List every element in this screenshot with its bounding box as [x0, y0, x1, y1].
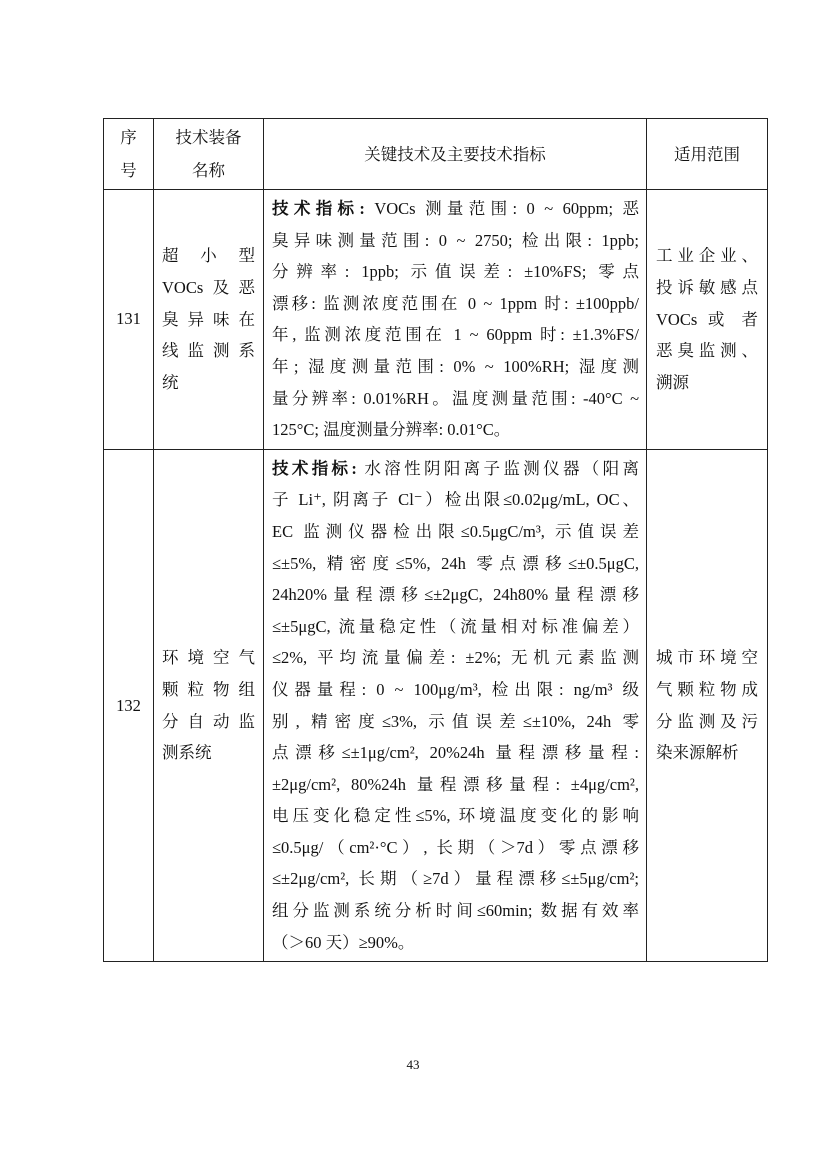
text-line: 仪器量程: 0 ~ 100μg/m³, 检出限: ng/m³ 级 [272, 679, 639, 699]
tech-equipment-table [103, 118, 768, 962]
header-equipment-name [154, 119, 264, 190]
text-line: 子 Li⁺, 阴离子 Cl⁻）检出限≤0.02μg/mL, OC、 [272, 490, 639, 510]
text-line: ≤0.5μg/（cm²·°C）, 长期（＞7d）零点漂移 [272, 837, 639, 857]
text-line: 恶臭监测、 [656, 341, 758, 361]
header-text: 号 [120, 161, 137, 180]
table-row [104, 449, 768, 962]
equipment-name [154, 190, 264, 450]
header-text: 名称 [192, 161, 225, 180]
text-line: 工业企业、 [656, 246, 758, 266]
applicable-scope [647, 449, 768, 962]
text-line: 分 自 动 监 [162, 711, 255, 731]
text-line: 统 [162, 372, 179, 392]
text-segment: VOCs 测量范围: 0 ~ 60ppm; 恶 [364, 199, 639, 218]
text-line: 组分监测系统分析时间≤60min; 数据有效率 [272, 901, 639, 921]
header-serial [104, 119, 154, 190]
text-line: 气颗粒物成 [656, 679, 758, 699]
table-body [104, 190, 768, 962]
text-line: 颗 粒 物 组 [162, 679, 255, 699]
text-line: 125°C; 温度测量分辨率: 0.01°C。 [272, 420, 511, 440]
text-line: ±2μg/cm², 80%24h 量程漂移量程: ±4μg/cm², [272, 774, 639, 794]
text-line: 年; 湿度测量范围: 0% ~ 100%RH; 湿度测 [272, 356, 639, 376]
key-tech-indicators [264, 449, 647, 962]
text-line: 溯源 [656, 372, 689, 392]
header-text: 技术装备 [175, 128, 242, 147]
text-line: 投诉敏感点 [656, 277, 758, 297]
text-line: （＞60 天）≥90%。 [272, 932, 415, 952]
text-line: 电压变化稳定性≤5%, 环境温度变化的影响 [272, 806, 639, 826]
text-line: EC 监测仪器检出限≤0.5μgC/m³, 示值误差 [272, 521, 639, 541]
text-line: ≤±5%, 精密度≤5%, 24h 零点漂移≤±0.5μgC, [272, 553, 639, 573]
text-line [272, 193, 639, 225]
text-line: 点漂移≤±1μg/cm², 20%24h 量程漂移量程: [272, 743, 639, 763]
text-line: 臭 异 味 在 [162, 309, 255, 329]
text-line: 城市环境空 [656, 648, 758, 668]
text-line: 别, 精密度≤3%, 示值误差≤±10%, 24h 零 [272, 711, 639, 731]
text-line [272, 453, 639, 485]
text-line: 线 监 测 系 [162, 341, 255, 361]
text-line: 漂移: 监测浓度范围在 0 ~ 1ppm 时: ±100ppb/ [272, 293, 639, 313]
header-key-tech: 关键技术及主要技术指标 [264, 119, 647, 190]
text-line: 分监测及污 [656, 711, 758, 731]
header-scope: 适用范围 [647, 119, 768, 190]
text-segment: 水溶性阴阳离子监测仪器（阳离 [356, 458, 640, 478]
equipment-name [154, 449, 264, 962]
text-line: ≤±5μgC, 流量稳定性（流量相对标准偏差） [272, 616, 639, 636]
text-line: 年, 监测浓度范围在 1 ~ 60ppm 时: ±1.3%FS/ [272, 325, 639, 345]
text-line: VOCs 或 者 [656, 309, 758, 329]
text-line: 超 小 型 [162, 246, 255, 266]
text-line: VOCs及恶 [162, 277, 255, 297]
text-line: 臭异味测量范围: 0 ~ 2750; 检出限: 1ppb; [272, 230, 639, 250]
applicable-scope [647, 190, 768, 450]
serial-number: 131 [104, 190, 154, 450]
text-line: ≤2%, 平均流量偏差: ±2%; 无机元素监测 [272, 648, 639, 668]
text-line: 环 境 空 气 [162, 648, 255, 668]
text-line: 测系统 [162, 743, 212, 763]
table-row [104, 190, 768, 450]
header-text: 序 [120, 128, 137, 147]
text-line: 染来源解析 [656, 743, 739, 763]
tech-label: 技术指标: [272, 199, 365, 218]
text-line: 24h20%量程漂移≤±2μgC, 24h80%量程漂移 [272, 585, 639, 605]
serial-number: 132 [104, 449, 154, 962]
page-number: 43 [406, 1057, 420, 1072]
tech-label: 技术指标: [272, 458, 357, 478]
table-header-row [104, 119, 768, 190]
text-line: 量分辨率: 0.01%RH。温度测量范围: -40°C ~ [272, 388, 640, 408]
text-line: 分辨率: 1ppb; 示值误差: ±10%FS; 零点 [272, 262, 639, 282]
text-line: ≤±2μg/cm², 长期（≥7d）量程漂移≤±5μg/cm²; [272, 869, 639, 889]
key-tech-indicators [264, 190, 647, 450]
